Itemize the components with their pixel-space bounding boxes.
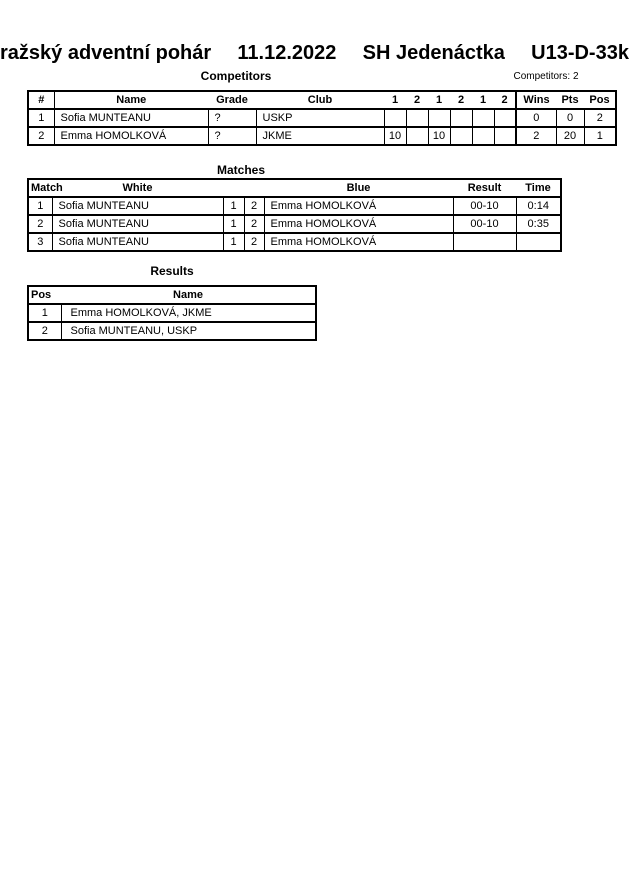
match-num: 1	[28, 197, 52, 215]
col-header-pos: Pos	[584, 91, 616, 109]
match-white-id: 1	[223, 215, 244, 233]
results-table	[27, 285, 317, 341]
match-row	[28, 197, 561, 215]
result-name: Emma HOMOLKOVÁ, JKME	[61, 304, 316, 322]
col-header-pos: Pos	[28, 286, 61, 304]
match-time: 0:14	[516, 197, 561, 215]
competitor-row	[28, 109, 616, 127]
col-header-num: #	[28, 91, 54, 109]
competitor-club: USKP	[256, 109, 384, 127]
match-blue-name: Emma HOMOLKOVÁ	[264, 197, 453, 215]
match-white-id: 1	[223, 197, 244, 215]
col-header-round-6: 2	[494, 91, 516, 109]
results-heading: Results	[150, 264, 194, 278]
title-date: 11.12.2022	[237, 42, 337, 64]
match-result: 00-10	[453, 215, 516, 233]
match-row	[28, 215, 561, 233]
page-title	[0, 42, 629, 65]
col-header-round-1: 1	[384, 91, 406, 109]
col-header-result-name: Name	[61, 286, 316, 304]
score-cell: 10	[384, 127, 406, 145]
score-cell	[494, 109, 516, 127]
col-header-name: Name	[54, 91, 208, 109]
match-result	[453, 233, 516, 251]
competitor-pos: 2	[584, 109, 616, 127]
score-cell	[472, 127, 494, 145]
match-time	[516, 233, 561, 251]
competitor-row	[28, 127, 616, 145]
result-row	[28, 304, 316, 322]
competitor-num: 1	[28, 109, 54, 127]
matches-table	[27, 178, 562, 252]
col-header-grade: Grade	[208, 91, 256, 109]
col-header-pts: Pts	[556, 91, 584, 109]
result-row	[28, 322, 316, 340]
match-num: 2	[28, 215, 52, 233]
match-blue-name: Emma HOMOLKOVÁ	[264, 233, 453, 251]
col-header-round-2: 2	[406, 91, 428, 109]
match-time: 0:35	[516, 215, 561, 233]
competitor-num: 2	[28, 127, 54, 145]
result-pos: 2	[28, 322, 61, 340]
match-result: 00-10	[453, 197, 516, 215]
col-header-blue: Blue	[264, 179, 453, 197]
matches-heading: Matches	[216, 163, 266, 177]
col-header-blue-num	[244, 179, 264, 197]
match-white-id: 1	[223, 233, 244, 251]
col-header-round-5: 1	[472, 91, 494, 109]
competitors-count-label: Competitors: 2	[513, 71, 579, 82]
score-cell	[406, 127, 428, 145]
match-white-name: Sofia MUNTEANU	[52, 215, 223, 233]
score-cell	[406, 109, 428, 127]
col-header-club: Club	[256, 91, 384, 109]
competitor-pts: 20	[556, 127, 584, 145]
competitor-pts: 0	[556, 109, 584, 127]
match-blue-id: 2	[244, 215, 264, 233]
results-header-row	[28, 286, 316, 304]
competitor-name: Sofia MUNTEANU	[54, 109, 208, 127]
competitor-wins: 0	[516, 109, 556, 127]
competitor-club: JKME	[256, 127, 384, 145]
competitors-table	[27, 90, 617, 146]
col-header-white: White	[52, 179, 223, 197]
col-header-round-4: 2	[450, 91, 472, 109]
col-header-white-num	[223, 179, 244, 197]
col-header-match: Match	[28, 179, 52, 197]
match-white-name: Sofia MUNTEANU	[52, 233, 223, 251]
col-header-result: Result	[453, 179, 516, 197]
competitors-heading: Competitors	[200, 69, 272, 83]
match-blue-id: 2	[244, 233, 264, 251]
title-venue: SH Jedenáctka	[362, 42, 505, 64]
match-blue-id: 2	[244, 197, 264, 215]
col-header-time: Time	[516, 179, 561, 197]
competitor-grade: ?	[208, 109, 256, 127]
competitors-header-row	[28, 91, 616, 109]
col-header-wins: Wins	[516, 91, 556, 109]
match-row	[28, 233, 561, 251]
competitor-wins: 2	[516, 127, 556, 145]
matches-header-row	[28, 179, 561, 197]
match-blue-name: Emma HOMOLKOVÁ	[264, 215, 453, 233]
result-pos: 1	[28, 304, 61, 322]
col-header-round-3: 1	[428, 91, 450, 109]
score-cell	[384, 109, 406, 127]
competitor-pos: 1	[584, 127, 616, 145]
score-cell	[428, 109, 450, 127]
title-category: U13-D-33k	[531, 42, 629, 64]
match-white-name: Sofia MUNTEANU	[52, 197, 223, 215]
score-cell	[472, 109, 494, 127]
score-cell	[494, 127, 516, 145]
result-name: Sofia MUNTEANU, USKP	[61, 322, 316, 340]
score-cell: 10	[428, 127, 450, 145]
score-cell	[450, 127, 472, 145]
match-num: 3	[28, 233, 52, 251]
score-cell	[450, 109, 472, 127]
title-event-name: ražský adventní pohár	[0, 42, 212, 64]
competitor-grade: ?	[208, 127, 256, 145]
competitor-name: Emma HOMOLKOVÁ	[54, 127, 208, 145]
